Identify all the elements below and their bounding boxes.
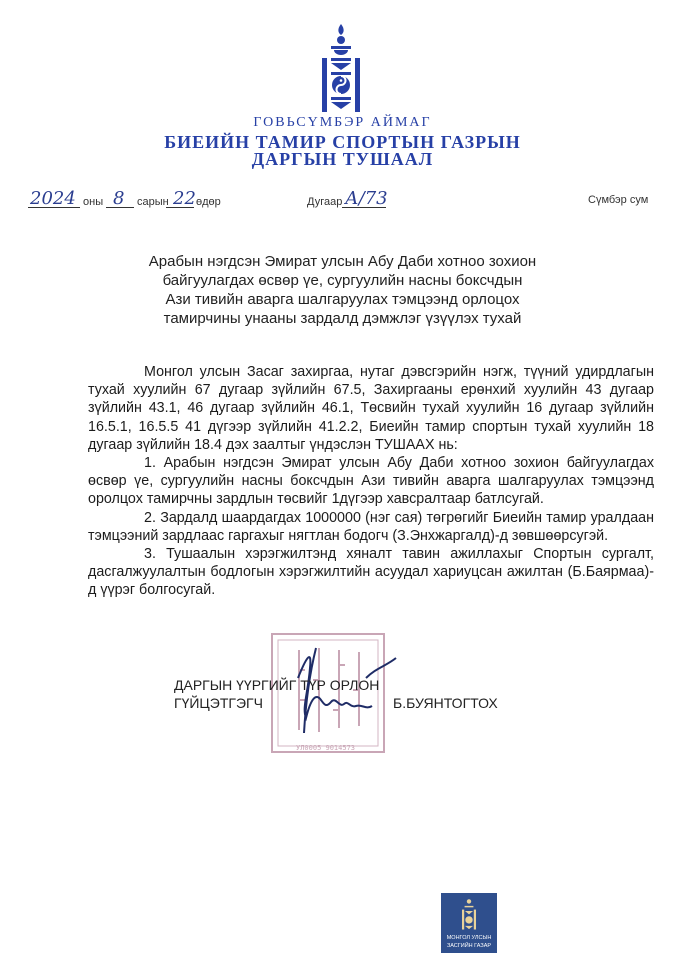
day-underline [166, 207, 194, 208]
order-number: А/73 [345, 188, 388, 209]
title-line: Ази тивийн аварга шалгаруулах тэмцээнд орлоцох [165, 291, 520, 308]
svg-text:УЛ0005 9014573: УЛ0005 9014573 [296, 744, 356, 752]
place-name: Сүмбэр сум [588, 194, 649, 206]
signatory-title-line1: ДАРГЫН ҮҮРГИЙГ ТҮР ОРЛОН [174, 677, 380, 693]
header-order-title: ДАРГЫН ТУШААЛ [251, 149, 434, 169]
title-line: байгуулагдах өсвөр үе, сургуулийн насны боксчдын [162, 272, 523, 289]
badge-line2: ЗАСГИЙН ГАЗАР [446, 943, 492, 949]
title-line: тамирчины унааны зардалд дэмжлэг үзүүлэх тухай [163, 310, 522, 327]
soyombo-small-icon [459, 897, 479, 931]
body-item-2: 2. Зардалд шаардагдах 1000000 (нэг сая) төгрөгийг Биеийн тамир уралдаан тэмцээний зардлаас гаргахыг нягтлан бодогч (З.Энхжаргалд)-д зөвшөөрсугэй. [88, 509, 654, 544]
year-underline [28, 207, 80, 208]
body-item-3: 3. Тушаалын хэрэгжилтэнд хяналт тавин ажиллахыг Спортын сургалт, дасгалжуулалтын бодлогын хэрэгжилтийн асуудал хариуцсан ажилтан (Б.Баярмаа)-д үүрэг болгосугай. [88, 546, 654, 599]
signatory-title-line2: ГҮЙЦЭТГЭГЧ [174, 695, 263, 711]
date-year-suffix: оны [83, 196, 104, 208]
badge-line1: МОНГОЛ УЛСЫН [446, 935, 492, 941]
order-body [88, 363, 654, 600]
body-item-1: 1. Арабын нэгдсэн Эмират улсын Абу Даби хотноо зохион байгуулагдах өсвөр үе, сургуулийн насны боксчдын Ази тивийн аварга шалгаруулах тэмцээнд оролцох тамирчны зардлын төсвийг 1дүгээр хавсралтаар батлсугай. [88, 455, 654, 508]
header-organization: БИЕИЙН ТАМИР СПОРТЫН ГАЗРЫН [164, 132, 521, 152]
government-badge [441, 893, 497, 953]
order-title [0, 252, 685, 328]
date-year: 2024 [30, 188, 76, 209]
body-intro: Монгол улсын Засаг захиргаа, нутаг дэвсгэрийн нэгж, түүний удирдлагын тухай хуулийн 67 дугаар зүйлийн 67.5, Захиргааны ерөнхий хуулийн 43 дугаар зүйлийн 43.1, 46 дугаар зүйлийн 46.1, Төсвийн тухай хуулийн 16 дугаар зүйлийн 16.5.1, 16.5.5 41 дүгээр зүйлийн 41.2.2, Биеийн тамир спортын тухай хуулийн 18 дугаар зүйлийн 18.4 дэх заалтыг үндэслэн ТУШААХ нь: [88, 364, 654, 453]
month-underline [106, 207, 134, 208]
title-line: Арабын нэгдсэн Эмират улсын Абу Даби хотноо зохион [148, 253, 537, 270]
date-month: 8 [113, 188, 125, 209]
signatory-name: Б.БУЯНТОГТОХ [393, 695, 498, 711]
date-day-suffix: өдөр [196, 196, 221, 208]
date-month-suffix: сарын [137, 196, 169, 208]
date-day: 22 [173, 188, 196, 209]
handwritten-signature-icon [276, 638, 406, 748]
number-underline [342, 207, 386, 208]
order-number-label: Дугаар [307, 196, 343, 208]
soyombo-emblem-icon [316, 22, 366, 114]
header-aimag: ГОВЬСҮМБЭР АЙМАГ [253, 115, 432, 130]
